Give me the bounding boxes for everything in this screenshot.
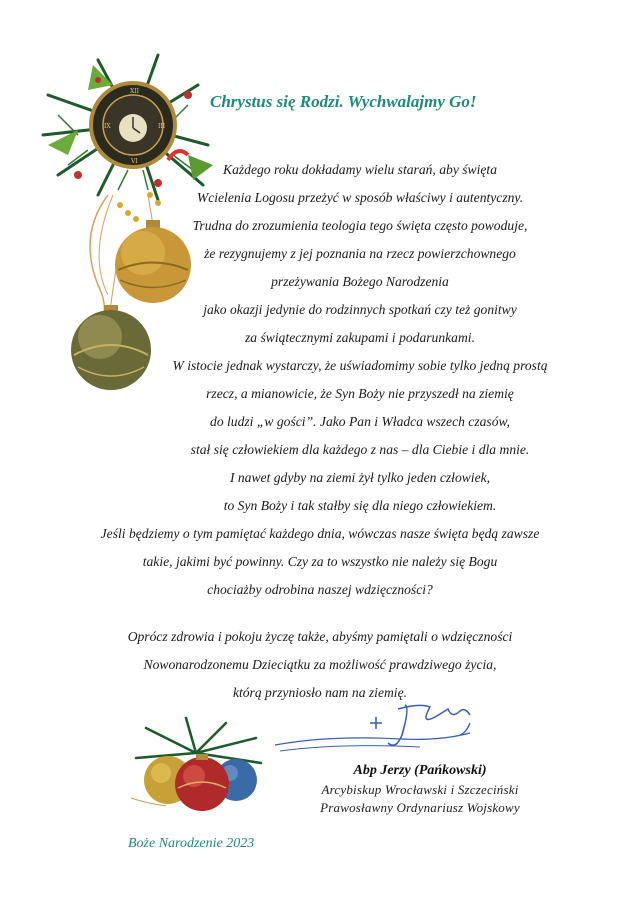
letter-line: za świątecznymi zakupami i podarunkami. <box>245 330 475 345</box>
letter-line: Nowonarodzonemu Dzieciątku za możliwość prawdziwego życia, <box>143 657 497 672</box>
signatory-title-line1: Arcybiskup Wrocławski i Szczeciński <box>321 782 519 797</box>
letter-line: Wcielenia Logosu przeżyć w sposób właściwy i autentyczny. <box>196 190 524 205</box>
letter-line: takie, jakimi być powinny. Czy za to wszystko nie należy się Bogu <box>142 554 498 569</box>
letter-line: Trudna do zrozumienia teologia tego święta często powoduje, <box>192 218 528 233</box>
letter-line: do ludzi „w gości”. Jako Pan i Władca wszech czasów, <box>210 414 510 429</box>
greeting-heading: Chrystus się Rodzi. Wychwalajmy Go! <box>210 92 477 111</box>
letter-line: przeżywania Bożego Narodzenia <box>271 274 449 289</box>
letter-line: Każdego roku dokładamy wielu starań, aby święta <box>223 162 497 177</box>
footer-date: Boże Narodzenie 2023 <box>128 836 255 851</box>
letter-line: którą przyniosło nam na ziemię. <box>232 685 408 700</box>
letter-line: chociażby odrobina naszej wdzięczności? <box>207 582 433 597</box>
signatory-name: Abp Jerzy (Pańkowski) <box>353 763 487 778</box>
letter-line: W istocie jednak wystarczy, że uświadomimy sobie tylko jedną prostą <box>172 358 548 373</box>
letter-line: że rezygnujemy z jej poznania na rzecz powierzchownego <box>204 246 516 261</box>
letter-line: rzecz, a mianowicie, że Syn Boży nie przyszedł na ziemię <box>206 386 514 401</box>
svg-text:VI: VI <box>131 158 138 165</box>
svg-text:IX: IX <box>104 123 111 130</box>
letter-line: Oprócz zdrowia i pokoju życzę także, abyśmy pamiętali o wdzięczności <box>127 629 513 644</box>
bauble-group-icon <box>126 718 266 813</box>
letter-line: stał się człowiekiem dla każdego z nas – dla Ciebie i dla mnie. <box>190 442 530 457</box>
svg-text:III: III <box>158 123 166 130</box>
letter-line: to Syn Boży i tak stałby się dla niego człowiekiem. <box>223 498 497 513</box>
letter-line: I nawet gdyby na ziemi żył tylko jeden człowiek, <box>229 470 491 485</box>
svg-text:XII: XII <box>130 88 140 95</box>
signatory-title-line2: Prawosławny Ordynariusz Wojskowy <box>320 800 520 815</box>
handwritten-signature <box>270 695 510 765</box>
letter-line: Jeśli będziemy o tym pamiętać każdego dnia, wówczas nasze święta będą zawsze <box>100 526 540 541</box>
letter-line: jako okazji jedynie do rodzinnych spotkań czy też gonitwy <box>203 302 517 317</box>
